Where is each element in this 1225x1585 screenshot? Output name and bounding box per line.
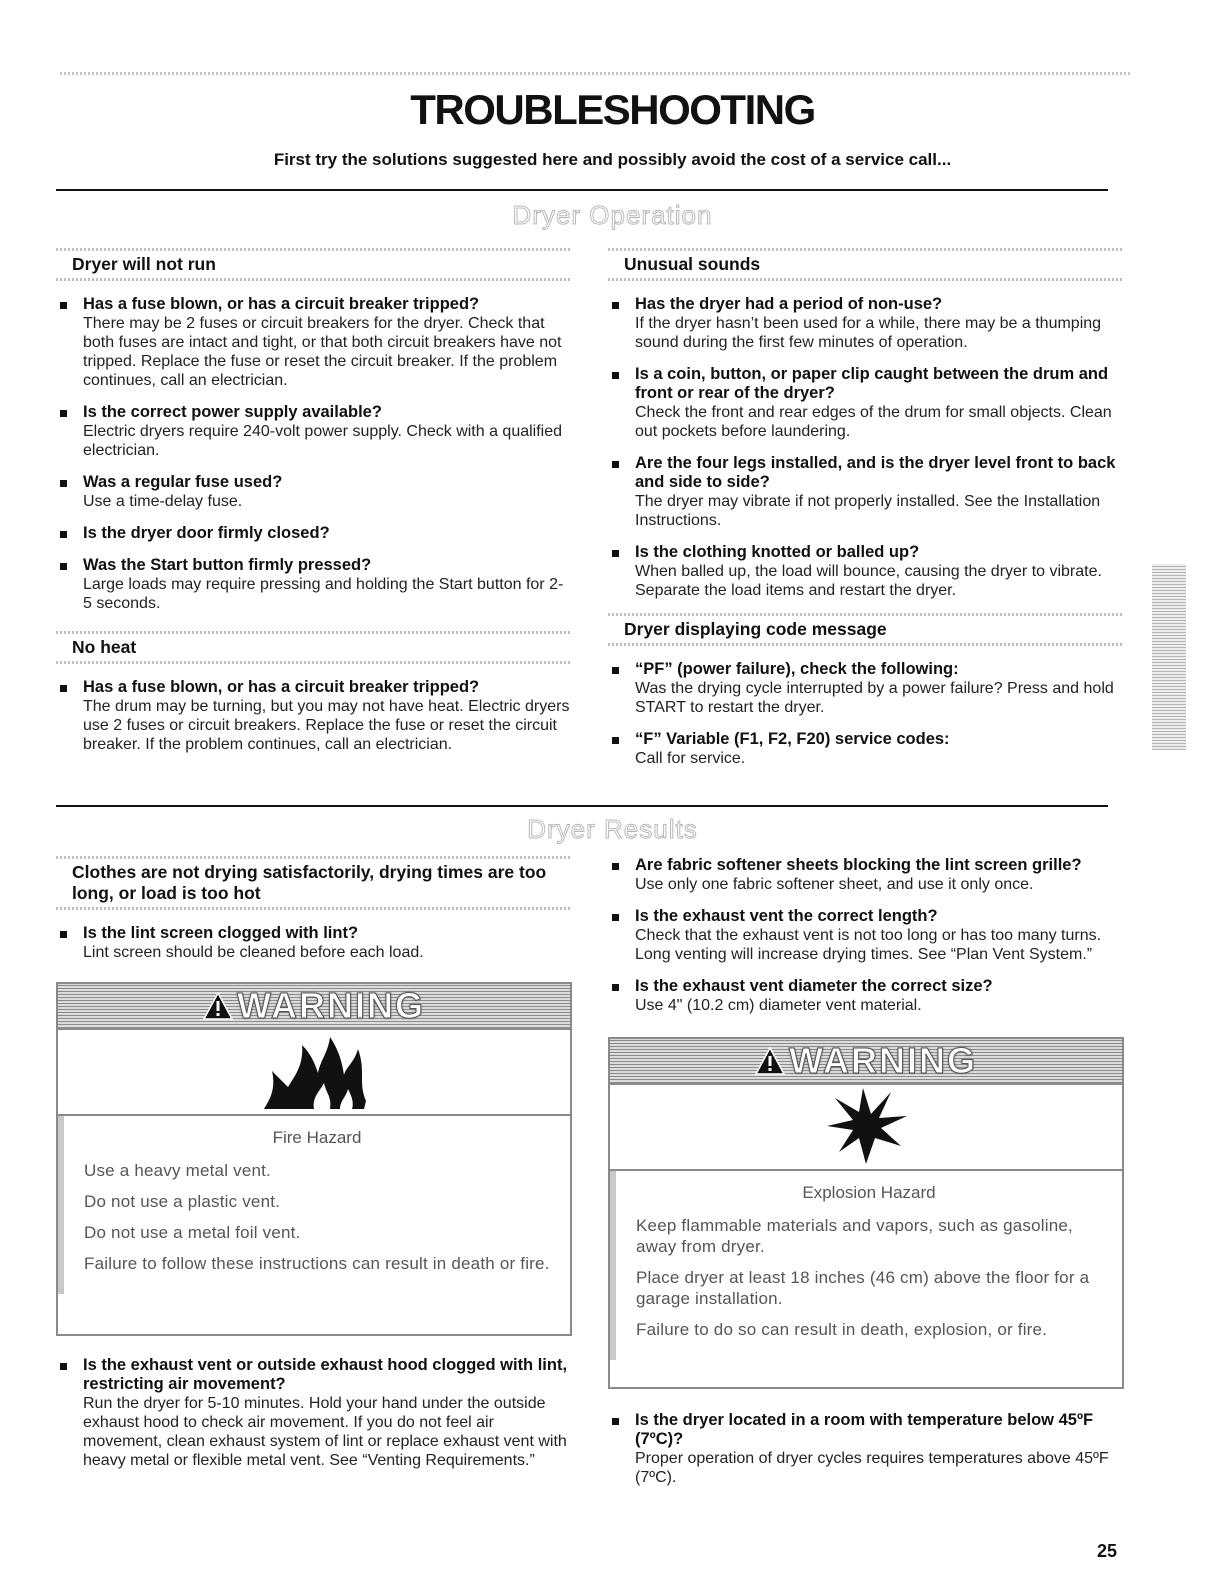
list-item — [608, 856, 1124, 894]
question: Has a fuse blown, or has a circuit breaker tripped? — [83, 678, 480, 696]
top-dotted-rule — [60, 72, 1132, 75]
category-header-code — [608, 613, 1124, 646]
question: Is the correct power supply available? — [83, 403, 382, 421]
question: Has a fuse blown, or has a circuit breaker tripped? — [83, 295, 480, 313]
fire-icon — [254, 1031, 374, 1113]
question: “PF” (power failure), check the following: — [635, 660, 959, 678]
section-rule — [56, 805, 1108, 807]
warning-triangle-icon — [203, 992, 233, 1020]
list-item — [608, 660, 1124, 717]
page-title: TROUBLESHOOTING — [410, 86, 815, 133]
answer: Lint screen should be cleaned before each load. — [83, 944, 424, 961]
answer: Run the dryer for 5-10 minutes. Hold your hand under the outside exhaust hood to check air movement. If you do not feel air movement, clean exhaust system of lint or replace exhaust vent with heavy metal or flexible metal vent. See “Venting Requirements.” — [83, 1395, 567, 1469]
answer: Large loads may require pressing and holding the Start button for 2-5 seconds. — [83, 576, 564, 612]
page-subtitle: First try the solutions suggested here and possibly avoid the cost of a service call... — [273, 150, 952, 169]
category-title: Clothes are not drying satisfactorily, drying times are too long, or load is too hot — [72, 862, 547, 903]
answer: Electric dryers require 240-volt power supply. Check with a qualified electrician. — [83, 423, 563, 459]
answer: Call for service. — [635, 750, 746, 767]
results-right-column — [608, 856, 1124, 1500]
hazard-line: Place dryer at least 18 inches (46 cm) above the floor for a garage installation. — [636, 1268, 1090, 1308]
list-item — [608, 730, 1124, 768]
not-run-list — [56, 295, 572, 613]
question: Is the exhaust vent diameter the correct size? — [635, 977, 993, 995]
category-header-clothes — [56, 856, 572, 910]
warning-word — [203, 985, 425, 1027]
explosion-warning-box — [608, 1037, 1124, 1389]
list-item — [56, 678, 572, 754]
hazard-line: Do not use a metal foil vent. — [84, 1223, 301, 1242]
hazard-title: Fire Hazard — [272, 1128, 362, 1147]
operation-right-column — [608, 248, 1124, 781]
warning-label: WARNING — [789, 1040, 977, 1081]
warning-body — [610, 1171, 1122, 1360]
answer: There may be 2 fuses or circuit breakers for the dryer. Check that both fuses are intact and tight, or that both circuit breakers have not tripped. Replace the fuse or reset the circuit breaker. If the problem continues, call an electrician. — [83, 315, 562, 389]
list-item — [56, 295, 572, 390]
question: “F” Variable (F1, F2, F20) service codes: — [635, 730, 950, 748]
warning-banner — [610, 1039, 1122, 1085]
list-item — [608, 1411, 1124, 1487]
hazard-line: Use a heavy metal vent. — [84, 1161, 271, 1180]
list-item — [56, 1356, 572, 1470]
question: Are fabric softener sheets blocking the lint screen grille? — [635, 856, 1082, 874]
list-item — [56, 473, 572, 511]
section-heading-results: Dryer Results — [527, 814, 698, 844]
warning-body — [58, 1116, 570, 1294]
hazard-line: Keep flammable materials and vapors, such as gasoline, away from dryer. — [636, 1216, 1073, 1256]
question: Is the exhaust vent the correct length? — [635, 907, 938, 925]
question: Is the lint screen clogged with lint? — [83, 924, 359, 942]
list-item — [608, 977, 1124, 1015]
category-header-not-run — [56, 248, 572, 281]
warning-triangle-icon — [755, 1047, 785, 1075]
header-rule — [56, 189, 1108, 191]
category-title: No heat — [72, 637, 137, 657]
answer: Check that the exhaust vent is not too long or has too many turns. Long venting will increase drying times. See “Plan Vent System.” — [635, 927, 1102, 963]
list-item — [608, 295, 1124, 352]
list-item — [608, 907, 1124, 964]
question: Is the clothing knotted or balled up? — [635, 543, 920, 561]
answer: Check the front and rear edges of the drum for small objects. Clean out pockets before laundering. — [635, 404, 1112, 440]
hazard-picture — [58, 1030, 570, 1116]
warning-word — [755, 1040, 977, 1082]
category-header-sounds — [608, 248, 1124, 281]
hazard-title: Explosion Hazard — [802, 1183, 936, 1202]
answer: If the dryer hasn’t been used for a while, there may be a thumping sound during the first few minutes of operation. — [635, 315, 1102, 351]
warning-label: WARNING — [237, 985, 425, 1026]
question: Is the dryer door firmly closed? — [83, 524, 330, 542]
results-left-column — [56, 856, 572, 1483]
warning-banner — [58, 984, 570, 1030]
category-title: Dryer displaying code message — [624, 619, 887, 639]
list-item — [608, 454, 1124, 530]
list-item — [56, 924, 572, 962]
answer: Was the drying cycle interrupted by a power failure? Press and hold START to restart the dryer. — [635, 680, 1114, 716]
list-item — [56, 556, 572, 613]
question: Is a coin, button, or paper clip caught between the drum and front or rear of the dryer? — [635, 365, 1109, 402]
question: Was the Start button firmly pressed? — [83, 556, 372, 574]
fire-warning-box — [56, 982, 572, 1336]
category-title: Dryer will not run — [72, 254, 216, 274]
answer: Use 4" (10.2 cm) diameter vent material. — [635, 997, 922, 1014]
list-item — [56, 403, 572, 460]
section-heading-operation: Dryer Operation — [512, 200, 713, 230]
hazard-line: Do not use a plastic vent. — [84, 1192, 281, 1211]
answer: The dryer may vibrate if not properly installed. See the Installation Instructions. — [635, 493, 1101, 529]
question: Are the four legs installed, and is the dryer level front to back and side to side? — [635, 454, 1116, 491]
answer: Proper operation of dryer cycles requires temperatures above 45ºF (7ºC). — [635, 1450, 1109, 1486]
list-item — [56, 524, 572, 543]
answer: When balled up, the load will bounce, causing the dryer to vibrate. Separate the load items and restart the dryer. — [635, 563, 1102, 599]
answer: The drum may be turning, but you may not have heat. Electric dryers use 2 fuses or circuit breakers. Replace the fuse or reset the circuit breaker. If the problem continues, call an electrician. — [83, 698, 570, 753]
category-title: Unusual sounds — [624, 254, 761, 274]
answer: Use only one fabric softener sheet, and use it only once. — [635, 876, 1034, 893]
list-item — [608, 543, 1124, 600]
question: Has the dryer had a period of non-use? — [635, 295, 943, 313]
explosion-icon — [821, 1086, 911, 1168]
list-item — [608, 365, 1124, 441]
page-number: 25 — [1097, 1541, 1118, 1561]
question: Was a regular fuse used? — [83, 473, 283, 491]
operation-left-column — [56, 248, 572, 767]
hazard-picture — [610, 1085, 1122, 1171]
hazard-line: Failure to do so can result in death, explosion, or fire. — [636, 1320, 1048, 1339]
question: Is the exhaust vent or outside exhaust hood clogged with lint, restricting air movement? — [83, 1356, 568, 1393]
category-header-no-heat — [56, 631, 572, 664]
question: Is the dryer located in a room with temperature below 45ºF (7ºC)? — [635, 1411, 1094, 1448]
answer: Use a time-delay fuse. — [83, 493, 243, 510]
hazard-line: Failure to follow these instructions can result in death or fire. — [84, 1254, 550, 1273]
side-tab-graphic — [1152, 564, 1186, 750]
